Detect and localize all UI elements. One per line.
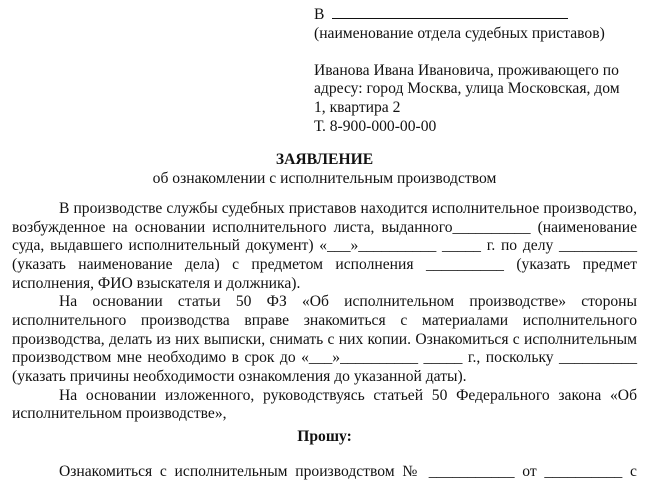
- fill-blank-month: __________: [340, 349, 419, 367]
- text-run: »: [350, 237, 359, 255]
- document-subtitle: об ознакомлении с исполнительным производством: [152, 170, 497, 187]
- fill-blank-month: __________: [358, 237, 437, 255]
- document-title: ЗАЯВЛЕНИЕ: [275, 151, 374, 168]
- addressee-hint: (наименование отдела судебных приставов): [314, 24, 605, 42]
- text-run: На основании статьи 50 ФЗ «Об исполнительном производстве» стороны исполнительного производства вправе знакомиться с материалами исполнительного производства, делать из них выписки, снимать с них копии. Ознакомиться с исполнительным производством мне необходимо в срок до «: [12, 293, 637, 367]
- applicant-line-2: адресу: город Москва, улица Московская, дом: [314, 80, 620, 98]
- request-line: [12, 462, 637, 481]
- text-run: (наименование суда, выдавшего исполнительный документ) «: [12, 218, 637, 255]
- paragraph-2: [12, 293, 637, 386]
- addressee-blank: [332, 5, 568, 19]
- fill-blank-day: ___: [327, 237, 351, 255]
- applicant-phone: Т. 8-900-000-00-00: [314, 117, 437, 135]
- paragraph-3: [12, 387, 637, 424]
- fill-blank-court: __________: [452, 218, 531, 236]
- fill-blank-date: __________: [544, 463, 623, 480]
- text-run: »: [332, 349, 341, 367]
- fill-blank-case: __________: [559, 237, 637, 255]
- addressee-prefix: В: [314, 6, 325, 23]
- fill-blank-year: _____: [441, 237, 481, 255]
- text-run: (указать наименование дела) с предметом исполнения: [12, 255, 426, 273]
- request-text: от: [522, 463, 537, 480]
- addressee-line: [314, 5, 644, 25]
- applicant-line-1: Иванова Ивана Ивановича, проживающего по: [314, 61, 619, 79]
- fill-blank-day: ___: [308, 349, 333, 367]
- addressee-block: [314, 5, 644, 136]
- fill-blank-year: _____: [423, 349, 463, 367]
- applicant-line-3: 1, квартира 2: [314, 98, 401, 116]
- text-run: г. по делу: [480, 237, 560, 255]
- spacer: [314, 43, 644, 62]
- text-run: г., поскольку: [462, 349, 560, 367]
- text-run: В производстве службы судебных приставов находится исполнительное производство, возбужденное на основании исполнительного листа, выданного: [12, 200, 637, 236]
- text-run: (указать причины необходимости ознакомления до указанной даты).: [12, 367, 467, 385]
- request-text: с: [630, 463, 637, 480]
- fill-blank-reason: __________: [559, 349, 637, 367]
- fill-blank-subject: __________: [425, 255, 504, 273]
- document-body: [12, 200, 637, 424]
- paragraph-1: [12, 200, 637, 293]
- fill-blank-number: ___________: [428, 463, 515, 480]
- request-heading: Прошу:: [297, 428, 352, 445]
- text-run: На основании изложенного, руководствуясь статьей 50 Федерального закона «Об исполнительном производстве»,: [12, 386, 637, 423]
- request-text: Ознакомиться с исполнительным производством №: [59, 463, 422, 480]
- text-run: (указать предмет исполнения, ФИО взыскателя и должника).: [12, 255, 638, 292]
